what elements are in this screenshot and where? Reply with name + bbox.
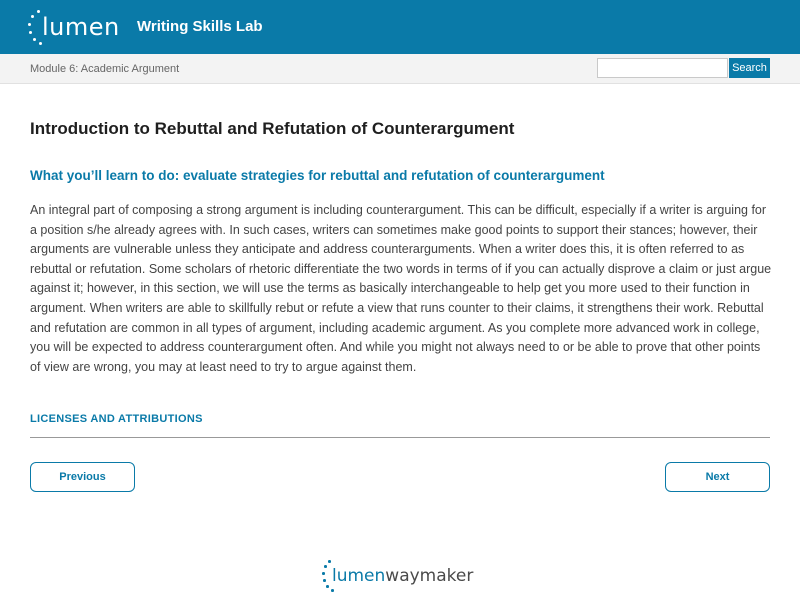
breadcrumb[interactable]: Module 6: Academic Argument: [30, 63, 180, 75]
page-title: Introduction to Rebuttal and Refutation of Counterargument: [30, 119, 515, 138]
learning-objective-heading: What you’ll learn to do: evaluate strategies for rebuttal and refutation of counterargument: [30, 168, 605, 183]
lumen-waymaker-logo[interactable]: [322, 560, 482, 594]
footer-brand-lumen: lumen: [332, 566, 386, 586]
body-paragraph: An integral part of composing a strong argument is including counterargument. This can be difficult, especially if a writer is arguing for a position s/he already agrees with. In such cases, writers can sometimes make good points to support their stances; however, their arguments are vulnerable unless they anticipate and address counterarguments. When a writer does this, it is often referred to as rebuttal or refutation. Some scholars of rhetoric differentiate the two words in terms of if you can actually disprove a claim or just argue against it; however, in this section, we will use the terms as basically interchangeable to help get you more used to their function in argument. When writers are able to skillfully rebut or refute a view that runs counter to their claims, it strengthens their work. Rebuttal and refutation are common in all types of argument, including academic argument. As you complete more advanced work in college, you will be expected to address counterargument often. And while you might not always need to or be able to prove that other points of view are wrong, you may at least need to try to argue against them.: [30, 203, 772, 374]
next-button[interactable]: Next: [665, 462, 770, 492]
licenses-and-attributions-toggle[interactable]: LICENSES AND ATTRIBUTIONS: [30, 413, 203, 425]
lumen-logo[interactable]: [28, 10, 120, 46]
footer-brand-text: [332, 566, 473, 586]
footer-brand-waymaker: waymaker: [385, 566, 474, 586]
search-button[interactable]: Search: [729, 58, 770, 78]
section-divider: [30, 437, 770, 438]
site-header: [0, 0, 800, 54]
search-input[interactable]: [597, 58, 728, 78]
logo-text: lumen: [42, 13, 120, 41]
previous-button[interactable]: Previous: [30, 462, 135, 492]
site-title[interactable]: Writing Skills Lab: [137, 18, 263, 35]
